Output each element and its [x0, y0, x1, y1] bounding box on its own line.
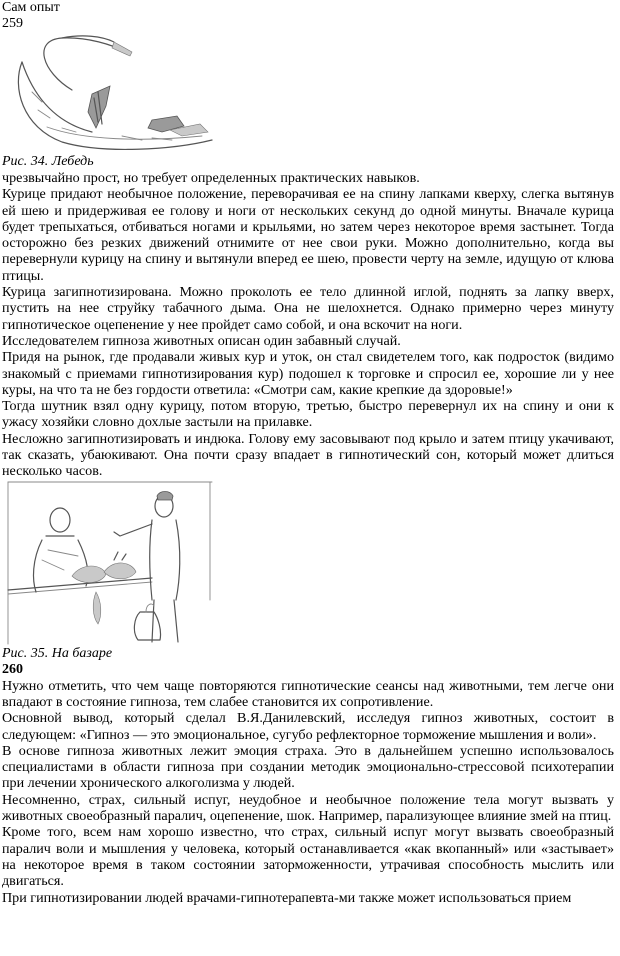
paragraph: Нужно отметить, что чем чаще повторяются гипнотические сеансы над животными, тем легче они впадают в состояние гипноза, тем слабее становится их сопротивление.	[2, 677, 614, 710]
paragraph: Основной вывод, который сделал В.Я.Данилевский, исследуя гипноз животных, состоит в следующем: «Гипноз — это эмоциональное, сугубо рефлекторное торможение мышления и воли».	[2, 710, 614, 743]
page-number-top: 259	[2, 16, 23, 31]
paragraph: Исследователем гипноза животных описан один забавный случай.	[2, 332, 401, 349]
paragraph: В основе гипноза животных лежит эмоция страха. Это в дальнейшем успешно использовалось специалистами в области гипноза при создании методик эмоционально-стрессовой психотерапии при лечении хронического алкоголизма у людей.	[2, 742, 614, 792]
paragraph: Курица загипнотизирована. Можно проколоть ее тело длинной иглой, поднять за лапку вверх, пустить на нее струйку табачного дыма. Она не шелохнется. Однако примерно через минуту гипнотическое оцепенение у нее пройдет само собой, и она вскочит на ноги.	[2, 284, 614, 333]
swan-drawing-icon	[2, 32, 222, 154]
paragraph: Несомненно, страх, сильный испуг, неудобное и необычное положение тела могут вызвать у животных своеобразный паралич, оцепенение, шок. Например, парализующее влияние змей на птиц.	[2, 791, 614, 825]
book-title: Сам опыт	[2, 0, 60, 15]
paragraph: чрезвычайно прост, но требует определенных практических навыков.	[2, 170, 420, 186]
market-scene-drawing-icon	[2, 480, 220, 646]
paragraph: Кроме того, всем нам хорошо известно, что страх, сильный испуг могут вызвать своеобразный паралич воли и мышления у человека, который останавливается «как вкопанный» или «застывает» на некоторое время в таком состоянии заторможенности, утрачивая способность мыслить или двигаться.	[2, 824, 614, 890]
figure-35-caption: Рис. 35. На базаре	[2, 645, 113, 661]
paragraph: Тогда шутник взял одну курицу, потом вторую, третью, быстро перевернул их на спину и они к ужасу хозяйки словно дохлые застыли на прилавке.	[2, 398, 614, 431]
page-number-bold: 260	[2, 661, 23, 677]
paragraph: Несложно загипнотизировать и индюка. Голову ему засовывают под крыло и затем птицу укачивают, так сказать, убаюкивают. Она почти сразу впадает в гипнотический сон, который может длиться несколько часов.	[2, 430, 614, 480]
paragraph: Курице придают необычное положение, переворачивая ее на спину лапками кверху, слегка вытянув ей шею и придерживая ее голову и ноги от нескольких секунд до одной минуты. Вначале курица будет трепыхаться, отбиваться ногами и крыльями, но затем через некоторое время застынет. Тогда осторожно без резких движений отнимите от нее свои руки. Можно дополнительно, когда вы перевернули курицу на спину и вытянули вперед ее шею, провести черту на земле, идущую от клюва птицы.	[2, 186, 614, 284]
figure-34-caption: Рис. 34. Лебедь	[2, 154, 94, 169]
paragraph: Придя на рынок, где продавали живых кур и уток, он стал свидетелем того, как подросток (видимо знакомый с приемами гипнотизирования кур) подошел к торговке и спросил ее, хорошие ли у нее куры, на что та не без гордости ответила: «Смотри сам, какие крепкие да здоровые!»	[2, 349, 614, 398]
paragraph: При гипнотизировании людей врачами-гипнотерапевта-ми также может использоваться прием	[2, 889, 572, 906]
